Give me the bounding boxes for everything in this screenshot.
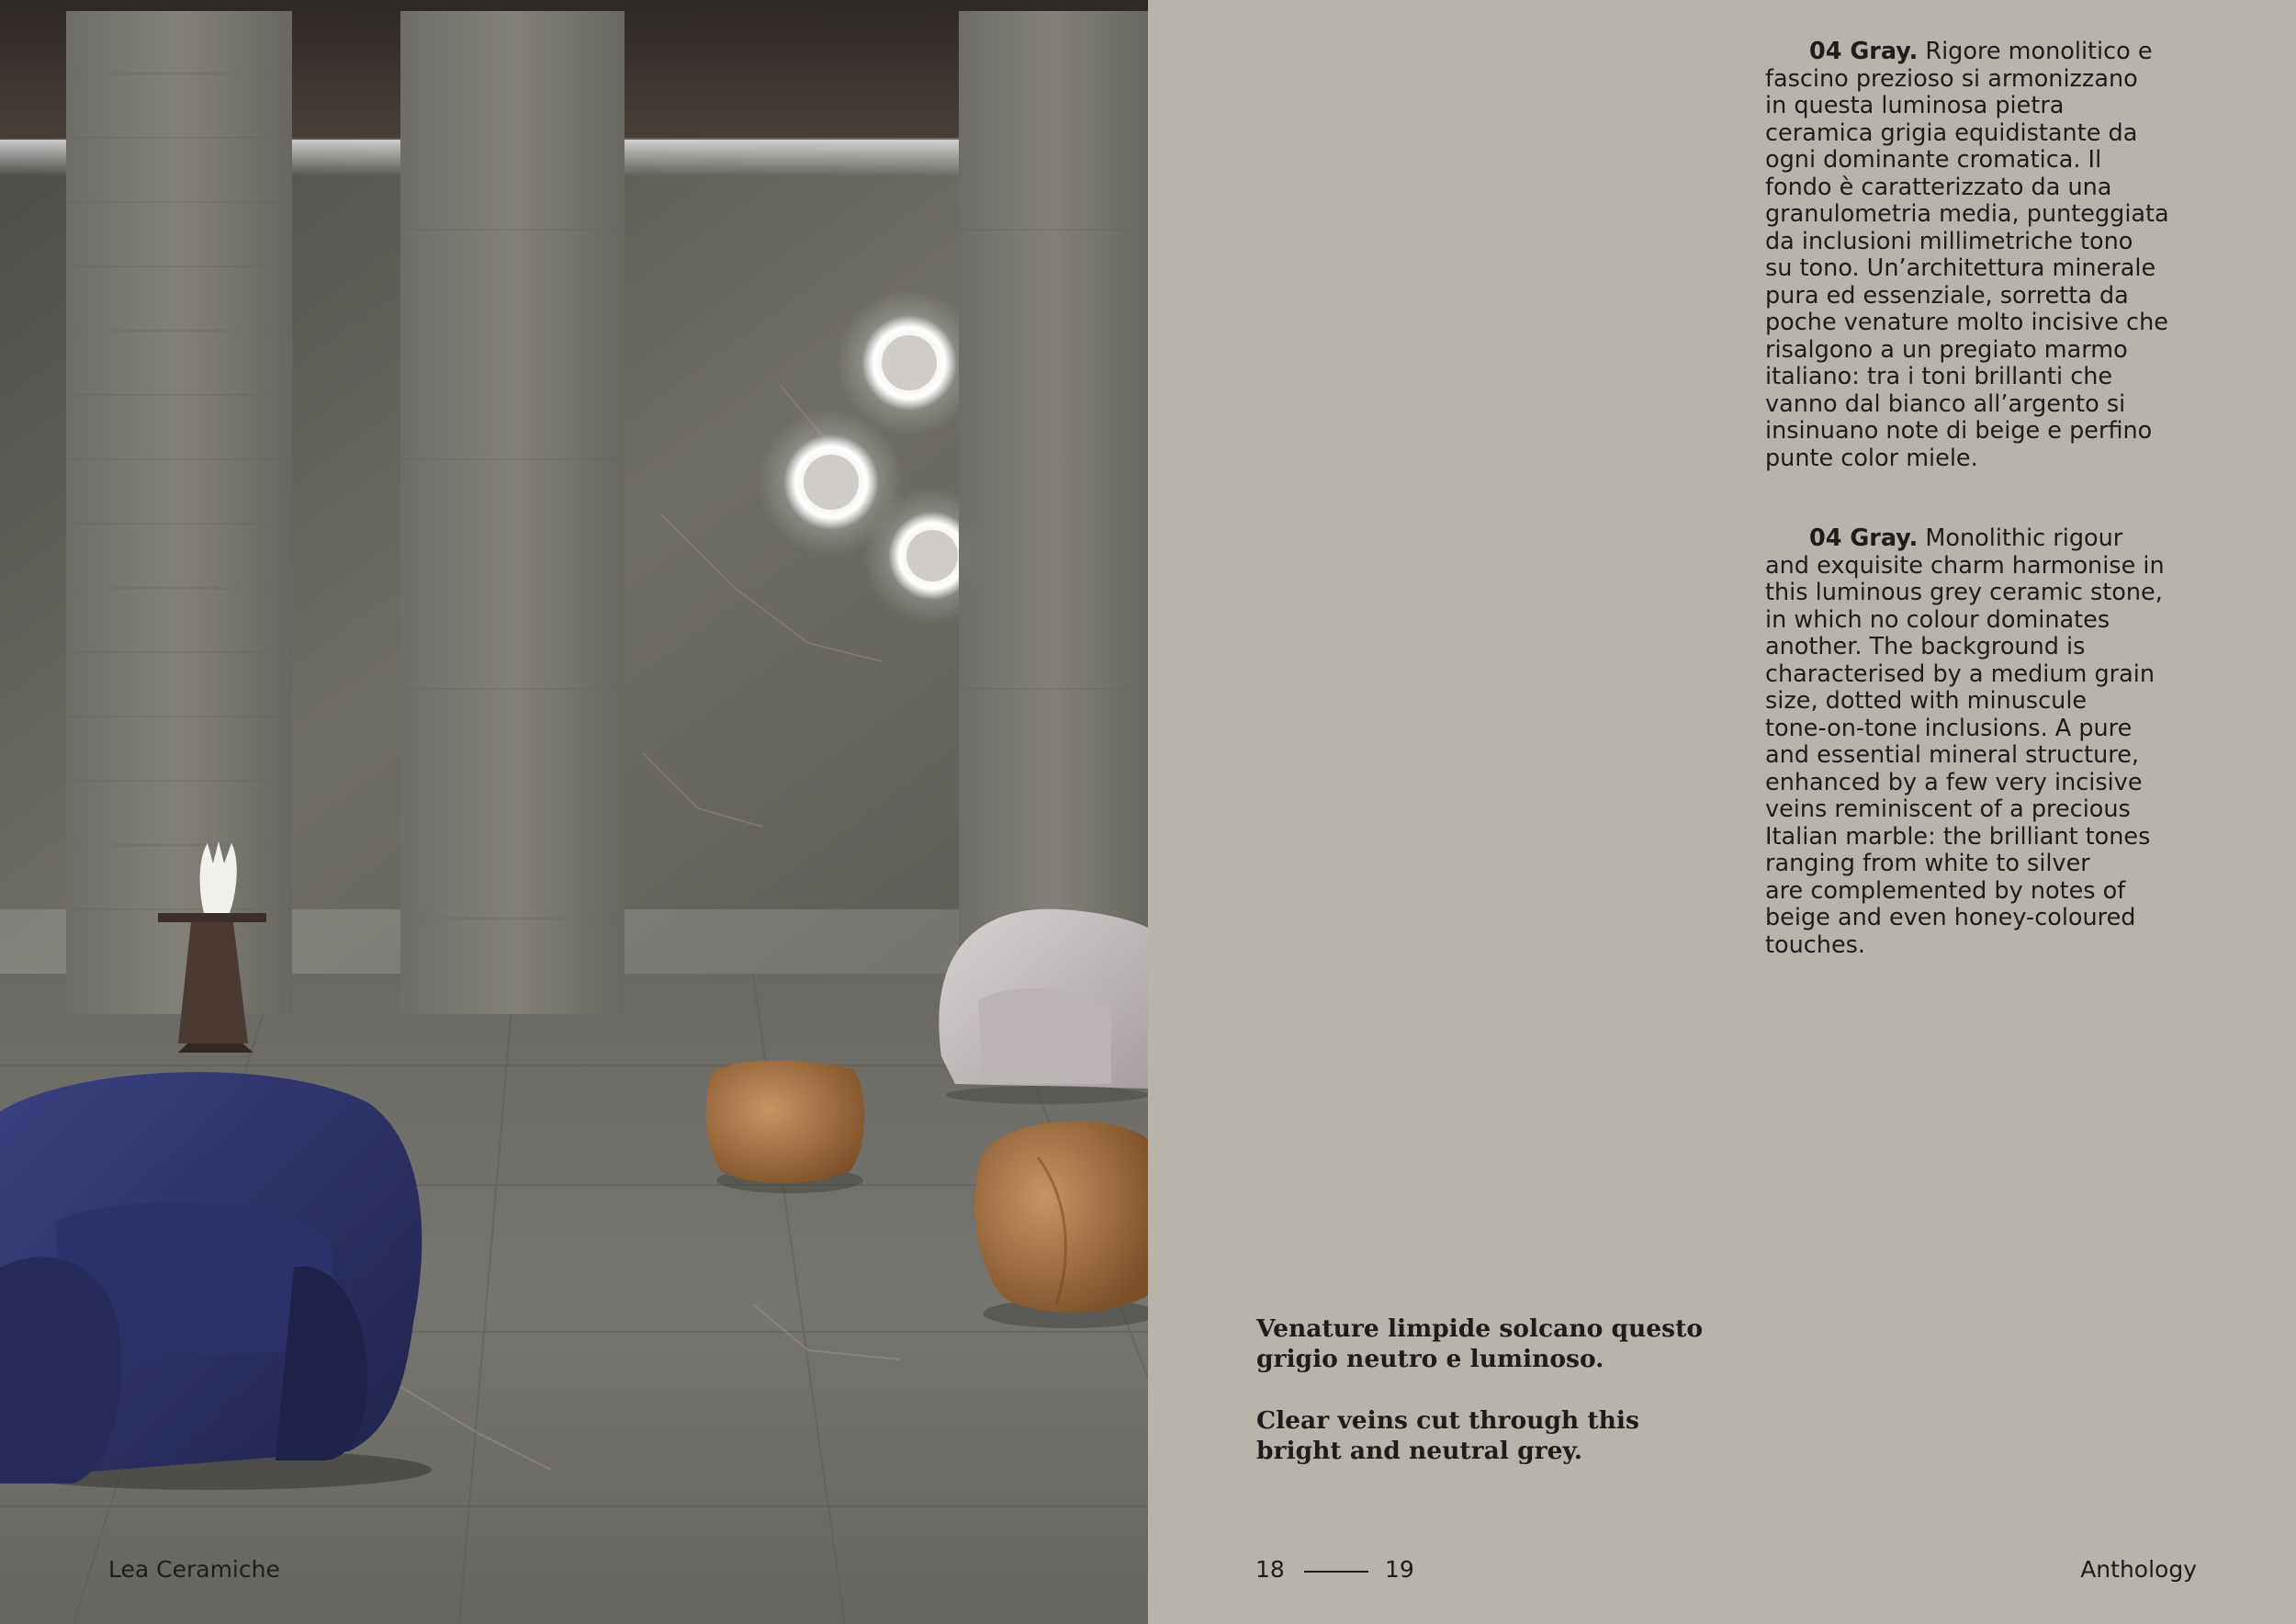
brand-name: Lea Ceramiche bbox=[108, 1556, 280, 1583]
page-number-divider bbox=[1304, 1571, 1368, 1573]
english-caption: Clear veins cut through this bright and neutral grey. bbox=[1256, 1406, 1639, 1465]
italian-description bbox=[1765, 39, 2197, 472]
english-lead: 04 Gray. bbox=[1809, 524, 1919, 552]
page-number-left: 18 bbox=[1255, 1556, 1285, 1583]
italian-caption: Venature limpide solcano questo grigio neutro e luminoso. bbox=[1256, 1314, 1703, 1373]
english-body: Monolithic rigour and exquisite charm harmonise in this luminous grey ceramic stone, in which no colour dominates another. The background is characterised by a medium grain size, dotted with minuscule tone-on-tone inclusions. A pure and essential mineral structure, enhanced by a few very incisive veins reminiscent of a precious Italian marble: the brilliant tones ranging from white to silver are complemented by notes of beige and even honey-coloured touches. bbox=[1765, 524, 2165, 959]
english-description bbox=[1765, 525, 2197, 959]
page-number-right: 19 bbox=[1385, 1556, 1414, 1583]
collection-name: Anthology bbox=[2080, 1556, 2197, 1583]
italian-lead: 04 Gray. bbox=[1809, 38, 1919, 65]
italian-body: Rigore monolitico e fascino prezioso si armonizzano in questa luminosa pietra ceramica grigia equidistante da ogni dominante cromatica. Il fondo è caratterizzato da una granulometria media, punteggiata da inclusioni millimetriche tono su tono. Un’architettura minerale pura ed essenziale, sorretta da poche venature molto incisive che risalgono a un pregiato marmo italiano: tra i toni brillanti che vanno dal bianco all’argento si insinuano note di beige e perfino punte color miele. bbox=[1765, 38, 2169, 472]
